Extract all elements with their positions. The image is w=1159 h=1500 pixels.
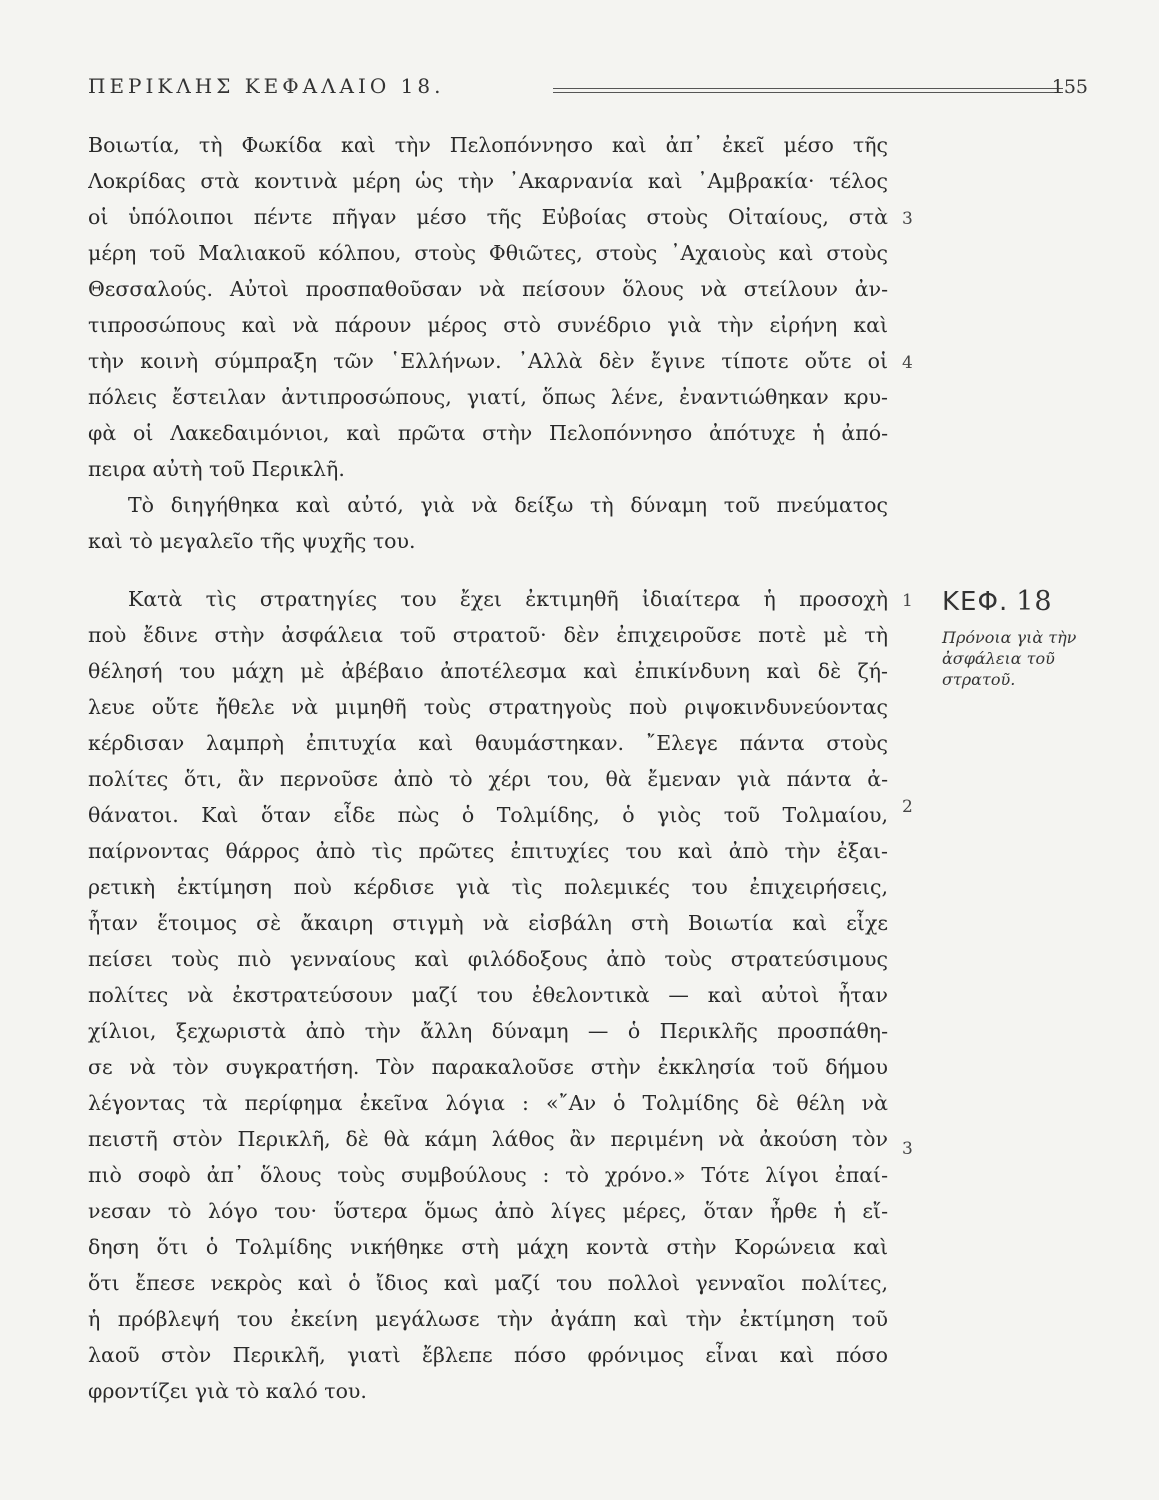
paragraph-block-1 (88, 127, 888, 559)
text-line: πολίτες νὰ ἐκστρατεύσουν μαζί του ἐθελοντικὰ — καὶ αὐτοὶ ἦταν (88, 983, 888, 1007)
text-line: θέλησή του μάχη μὲ ἀβέβαιο ἀποτέλεσμα καὶ ἐπικίνδυνη καὶ δὲ ζή- (88, 659, 888, 683)
text-line: δηση ὅτι ὁ Τολμίδης νικήθηκε στὴ μάχη κοντὰ στὴν Κορώνεια καὶ (88, 1235, 888, 1259)
text-line: πολίτες ὅτι, ἂν περνοῦσε ἀπὸ τὸ χέρι του, θὰ ἔμεναν γιὰ πάντα ἀ- (88, 767, 888, 791)
sidenote-chapter-number: 18 (1016, 586, 1053, 617)
page-header (88, 70, 1098, 110)
text-line: ποὺ ἔδινε στὴν ἀσφάλεια τοῦ στρατοῦ· δὲν ἐπιχειροῦσε ποτὲ μὲ τὴ (88, 623, 888, 647)
text-line: πειρα αὐτὴ τοῦ Περικλῆ. (88, 457, 345, 481)
sidenote-label: ΚΕΦ. (942, 587, 1009, 617)
text-line: Κατὰ τὶς στρατηγίες του ἔχει ἐκτιμηθῆ ἰδιαίτερα ἡ προσοχὴ (128, 587, 888, 611)
text-line: οἱ ὑπόλοιποι πέντε πῆγαν μέσο τῆς Εὐβοίας στοὺς Οἰταίους, στὰ (88, 205, 888, 229)
text-line: ὅτι ἔπεσε νεκρὸς καὶ ὁ ἴδιος καὶ μαζί του πολλοὶ γενναῖοι πολίτες, (88, 1271, 888, 1295)
text-line: χίλιοι, ξεχωριστὰ ἀπὸ τὴν ἄλλη δύναμη — ὁ Περικλῆς προσπάθη- (88, 1019, 888, 1043)
text-line: Τὸ διηγήθηκα καὶ αὐτό, γιὰ νὰ δείξω τὴ δύναμη τοῦ πνεύματος (128, 493, 888, 517)
running-head: ΠΕΡΙΚΛΗΣ ΚΕΦΑΛΑΙΟ 18. (88, 74, 445, 98)
text-line: Λοκρίδας στὰ κοντινὰ μέρη ὡς τὴν ᾿Ακαρνανία καὶ ᾿Αμβρακία· τέλος (88, 169, 888, 193)
margin-section-number: 3 (902, 1139, 913, 1159)
text-line: ἦταν ἕτοιμος σὲ ἄκαιρη στιγμὴ νὰ εἰσβάλη στὴ Βοιωτία καὶ εἶχε (88, 911, 888, 935)
text-line: πόλεις ἔστειλαν ἀντιπροσώπους, γιατί, ὅπως λένε, ἐναντιώθηκαν κρυ- (88, 385, 888, 409)
paragraph-block-2 (88, 581, 888, 1409)
text-line: καὶ τὸ μεγαλεῖο τῆς ψυχῆς του. (88, 529, 416, 553)
text-line: θάνατοι. Καὶ ὅταν εἶδε πὼς ὁ Τολμίδης, ὁ γιὸς τοῦ Τολμαίου, (88, 803, 888, 827)
text-line: μέρη τοῦ Μαλιακοῦ κόλπου, στοὺς Φθιῶτες, στοὺς ᾿Αχαιοὺς καὶ στοὺς (88, 241, 888, 265)
sidenote-summary: Πρόνοια γιὰ τὴν ἀσφάλεια τοῦ στρατοῦ. (942, 628, 1077, 689)
chapter-sidenote (942, 586, 1102, 690)
text-line: σε νὰ τὸν συγκρατήση. Τὸν παρακαλοῦσε στὴν ἐκκλησία τοῦ δήμου (88, 1055, 888, 1079)
page-number: 155 (1051, 76, 1088, 98)
text-line: ρετικὴ ἐκτίμηση ποὺ κέρδισε γιὰ τὶς πολεμικές του ἐπιχειρήσεις, (88, 875, 888, 899)
text-line: τὴν κοινὴ σύμπραξη τῶν ῾Ελλήνων. ᾿Αλλὰ δὲν ἔγινε τίποτε οὔτε οἱ (88, 349, 888, 373)
margin-section-number: 4 (902, 353, 913, 373)
margin-section-number: 3 (902, 209, 913, 229)
text-line: πειστῆ στὸν Περικλῆ, δὲ θὰ κάμη λάθος ἂν περιμένη νὰ ἀκούση τὸν (88, 1127, 888, 1151)
text-line: νεσαν τὸ λόγο του· ὕστερα ὅμως ἀπὸ λίγες μέρες, ὅταν ἦρθε ἡ εἴ- (88, 1199, 888, 1223)
text-line: παίρνοντας θάρρος ἀπὸ τὶς πρῶτες ἐπιτυχίες του καὶ ἀπὸ τὴν ἐξαι- (88, 839, 888, 863)
text-line: φὰ οἱ Λακεδαιμόνιοι, καὶ πρῶτα στὴν Πελοπόννησο ἀπότυχε ἡ ἀπό- (88, 421, 888, 445)
header-rule (553, 88, 1063, 93)
text-line: φροντίζει γιὰ τὸ καλό του. (88, 1379, 367, 1403)
sidenote-heading (942, 586, 1102, 617)
margin-section-number: 1 (902, 591, 913, 611)
text-line: Βοιωτία, τὴ Φωκίδα καὶ τὴν Πελοπόννησο καὶ ἀπ᾽ ἐκεῖ μέσο τῆς (88, 133, 888, 157)
text-line: λαοῦ στὸν Περικλῆ, γιατὶ ἔβλεπε πόσο φρόνιμος εἶναι καὶ πόσο (88, 1343, 888, 1367)
text-line: κέρδισαν λαμπρὴ ἐπιτυχία καὶ θαυμάστηκαν. ῎Ελεγε πάντα στοὺς (88, 731, 888, 755)
text-line: ἡ πρόβλεψή του ἐκείνη μεγάλωσε τὴν ἀγάπη καὶ τὴν ἐκτίμηση τοῦ (88, 1307, 888, 1331)
text-line: πιὸ σοφὸ ἀπ᾽ ὅλους τοὺς συμβούλους : τὸ χρόνο.» Τότε λίγοι ἐπαί- (88, 1163, 888, 1187)
text-line: λέγοντας τὰ περίφημα ἐκεῖνα λόγια : «῎Αν ὁ Τολμίδης δὲ θέλη νὰ (88, 1091, 888, 1115)
text-line: λευε οὔτε ἤθελε νὰ μιμηθῆ τοὺς στρατηγοὺς ποὺ ριψοκινδυνεύοντας (88, 695, 888, 719)
text-line: τιπροσώπους καὶ νὰ πάρουν μέρος στὸ συνέδριο γιὰ τὴν εἰρήνη καὶ (88, 313, 888, 337)
margin-section-number: 2 (902, 797, 913, 817)
text-line: πείσει τοὺς πιὸ γενναίους καὶ φιλόδοξους ἀπὸ τοὺς στρατεύσιμους (88, 947, 888, 971)
text-line: Θεσσαλούς. Αὐτοὶ προσπαθοῦσαν νὰ πείσουν ὅλους νὰ στείλουν ἀν- (88, 277, 888, 301)
